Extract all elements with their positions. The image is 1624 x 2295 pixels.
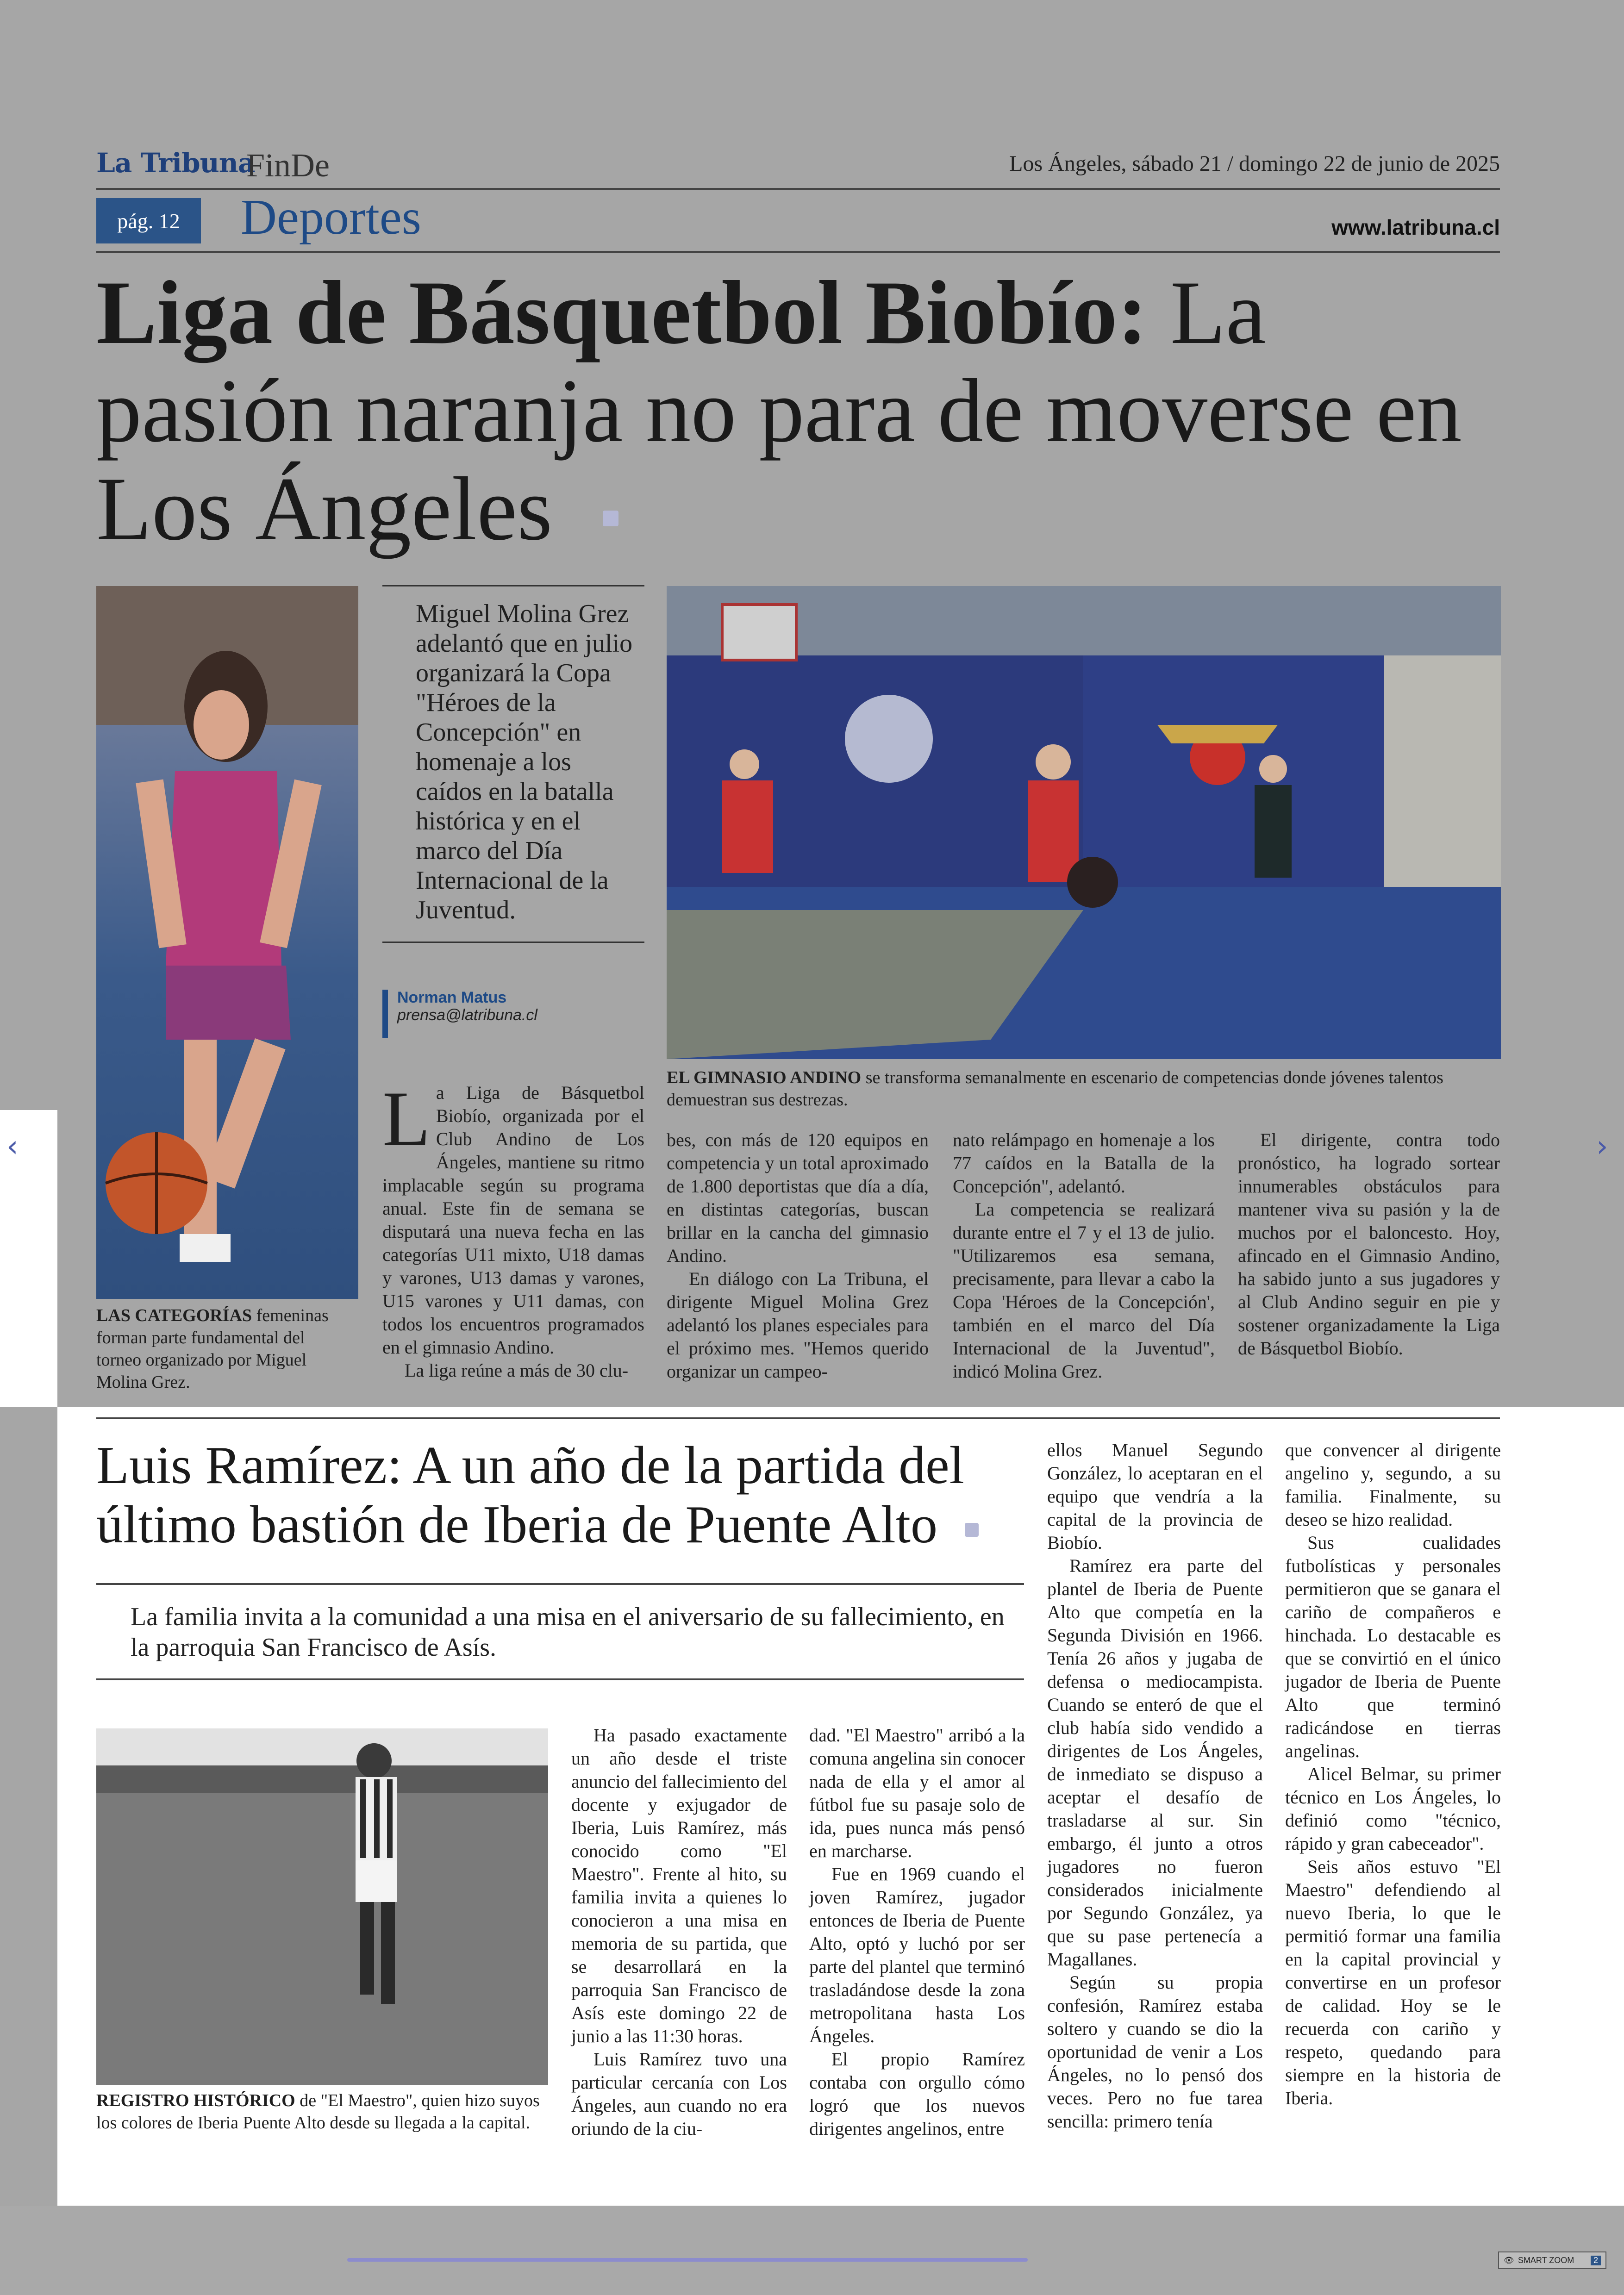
chevron-left-icon[interactable]: ‹ xyxy=(6,1129,19,1164)
caption-girl xyxy=(96,1304,346,1393)
article2-col3-p3: Según su propia confesión, Ramírez estaba soltero y cuando se dio la oportunidad de venir a Los Ángeles, no lo pensó dos veces. Pero no fue tarea sencilla: primero tenía xyxy=(1047,1972,1263,2132)
note-icon[interactable] xyxy=(603,511,618,526)
caption-court-text: se transforma semanalmente en escenario de competencias donde jóvenes talentos demuestran sus destrezas. xyxy=(667,1068,1443,1110)
page-number-badge: pág. 12 xyxy=(96,198,201,243)
pull-quote-bottom-rule xyxy=(382,942,644,943)
smart-zoom-badge: 2 xyxy=(1591,2256,1601,2265)
smart-zoom-button[interactable] xyxy=(1498,2251,1606,2269)
article2-column-3 xyxy=(1047,1439,1263,2133)
viewer-bottom-bar xyxy=(0,2206,1624,2295)
subhead-bottom-rule xyxy=(96,1678,1024,1680)
byline-author: Norman Matus xyxy=(397,989,507,1006)
article1-col2-p2: En diálogo con La Tribuna, el dirigente Miguel Molina Grez adelantó los planes especiales para el próximo mes. "Hemos querido organizar un campeo- xyxy=(667,1268,929,1382)
article1-col2-p1: bes, con más de 120 equipos en competencia y un total aproximado de 1.800 deportistas que día a día, en distintas categorías, buscan brillar en la cancha del gimnasio Andino. xyxy=(667,1129,929,1266)
caption-court xyxy=(667,1066,1501,1111)
article-separator-rule xyxy=(96,1417,1500,1419)
caption-historic-text: de "El Maestro", quien hizo suyos los colores de Iberia Puente Alto desde su llegada a la capital. xyxy=(96,2091,540,2133)
byline-accent xyxy=(382,990,388,1038)
article2-col1-p1: Ha pasado exactamente un año desde el triste anuncio del fallecimiento del docente y exjugador de Iberia, Luis Ramírez, más conocido como "El Maestro". Frente al hito, su familia invita a quienes lo conocieron a una misa en memoria de su partida, que se desarrollará en la parroquia San Francisco de Asís este domingo 22 de junio a las 11:30 horas. xyxy=(571,1725,787,2046)
article2-subhead: La familia invita a la comunidad a una misa en el aniversario de su fallecimiento, en la parroquia San Francisco de Asís. xyxy=(131,1603,1005,1662)
section-rule xyxy=(96,251,1500,253)
article2-col1-p2: Luis Ramírez tuvo una particular cercanía con Los Ángeles, aun cuando no era oriundo de la ciu- xyxy=(571,2049,787,2139)
smart-zoom-label: SMART ZOOM xyxy=(1518,2255,1574,2265)
edition-date: Los Ángeles, sábado 21 / domingo 22 de junio de 2025 xyxy=(1009,151,1500,176)
article2-col4-p2: Sus cualidades futbolísticas y personales permitieron que se ganara el cariño de compañeros e hinchada. Lo destacable es que se convirtió en el único jugador de Iberia de Puente Alto que terminó radicándose en tierras angelinas. xyxy=(1285,1532,1501,1761)
article2-col2-p3: El propio Ramírez contaba con orgullo cómo logró que los nuevos dirigentes angelinos, entre xyxy=(809,2049,1025,2139)
article2-headline xyxy=(96,1436,1031,1554)
article2-column-4 xyxy=(1285,1439,1501,2110)
section-title: Deportes xyxy=(241,190,421,245)
brand-logo: La Tribuna xyxy=(96,147,255,179)
caption-girl-bold: LAS CATEGORÍAS xyxy=(96,1306,252,1325)
note-icon[interactable] xyxy=(965,1523,979,1537)
article2-col3-p1: ellos Manuel Segundo González, lo aceptaran en el equipo que vendría a la capital de la provincia de Biobío. xyxy=(1047,1440,1263,1553)
article1-col1-p1: a Liga de Básquetbol Biobío, organizada por el Club Andino de Los Ángeles, mantiene su ritmo implacable según su programa anual. Este fin de semana se disputará una nueva fecha en las categorías U11 mixto, U18 damas y varones, U13 damas y varones, U15 varones y U11 damas, con todos los encuentros programados en el gimnasio Andino. xyxy=(382,1082,644,1358)
article2-col4-p1: que convencer al dirigente angelino y, segundo, a su familia. Finalmente, su deseo se hizo realidad. xyxy=(1285,1440,1501,1530)
main-headline xyxy=(96,264,1513,558)
article2-col3-p2: Ramírez era parte del plantel de Iberia de Puente Alto que competía en la Segunda División en 1966. Tenía 26 años y jugaba de defensa o mediocampista. Cuando se enteró de que el club había sido vendido a dirigentes de Los Ángeles, de inmediato se dispuso a aceptar el desafío de trasladarse al sur. Sin embargo, él junto a otros jugadores no fueron considerados inicialmente por Segundo González, ya que su pase pertenecía a Magallanes. xyxy=(1047,1555,1263,1970)
article1-col3-p1: nato relámpago en homenaje a los 77 caídos en la Batalla de la Concepción", adelantó. xyxy=(953,1129,1215,1197)
headline-bold: Liga de Básquetbol Biobío: xyxy=(96,262,1148,363)
article1-column-4 xyxy=(1238,1129,1500,1360)
article1-col1-p2: La liga reúne a más de 30 clu- xyxy=(405,1360,629,1381)
photo-historic-player xyxy=(96,1728,548,2085)
caption-historic xyxy=(96,2089,548,2134)
website-link: www.latribuna.cl xyxy=(1331,215,1500,239)
headline-rest: La pasión naranja no para de moverse en Los Ángeles xyxy=(96,262,1462,559)
article2-col2-p2: Fue en 1969 cuando el joven Ramírez, jugador entonces de Iberia de Puente Alto, optó y luchó por ser parte del plantel que terminó trasladándose desde la zona metropolitana hasta Los Ángeles. xyxy=(809,1864,1025,2046)
caption-historic-bold: REGISTRO HISTÓRICO xyxy=(96,2091,295,2110)
photo-girl-basketball xyxy=(96,586,358,1299)
caption-girl-text: femeninas forman parte fundamental del torneo organizado por Miguel Molina Grez. xyxy=(96,1306,329,1392)
drop-cap: L xyxy=(382,1075,431,1162)
article2-headline-text: Luis Ramírez: A un año de la partida del último bastión de Iberia de Puente Alto xyxy=(96,1436,964,1554)
article1-column-1 xyxy=(382,1075,644,1382)
article1-col4-p1: El dirigente, contra todo pronóstico, ha logrado sortear innumerables obstáculos para mantener viva su pasión y la de muchos por el baloncesto. Hoy, afincado en el Gimnasio Andino, ha sabido junto a sus jugadores y al Club Andino seguir en pie y sostener organizadamente la Liga de Básquetbol Biobío. xyxy=(1238,1129,1500,1359)
byline-email: prensa@latribuna.cl xyxy=(397,1006,537,1024)
article2-column-2 xyxy=(809,1724,1025,2140)
article1-column-2 xyxy=(667,1129,929,1383)
chevron-right-icon[interactable]: › xyxy=(1596,1129,1608,1164)
pull-quote-top-rule xyxy=(382,585,644,586)
caption-court-bold: EL GIMNASIO ANDINO xyxy=(667,1068,862,1087)
photo-court-game xyxy=(667,586,1501,1059)
article1-column-3 xyxy=(953,1129,1215,1383)
page-scrollbar[interactable] xyxy=(347,2258,1028,2262)
article1-col3-p2: La competencia se realizará durante entre el 7 y el 13 de julio. "Utilizaremos esa semana, precisamente, para llevar a cabo la Copa 'Héroes de la Concepción', también en el marco del Día Internacional de la Juventud", indicó Molina Grez. xyxy=(953,1199,1215,1382)
subhead-top-rule xyxy=(96,1583,1024,1585)
article2-col2-p1: dad. "El Maestro" arribó a la comuna angelina sin conocer nada de ella y el amor al fútbol fue su pasaje solo de ida, pues nunca más pensó en marcharse. xyxy=(809,1725,1025,1861)
article2-col4-p4: Seis años estuvo "El Maestro" defendiendo al nuevo Iberia, lo que le permitió formar una familia en la capital provincial y convertirse en un profesor de calidad. Hoy se le recuerda con cariño y respeto, quedando para siempre en la historia de Iberia. xyxy=(1285,1856,1501,2108)
brand-subtitle: FinDe xyxy=(246,147,330,184)
pull-quote: Miguel Molina Grez adelantó que en julio organizará la Copa "Héroes de la Concepción" en homenaje a los caídos en la batalla histórica y en el marco del Día Internacional de la Juventud. xyxy=(416,599,633,924)
article2-column-1 xyxy=(571,1724,787,2140)
article2-col4-p3: Alicel Belmar, su primer técnico en Los Ángeles, lo definió como "técnico, rápido y gran cabeceador". xyxy=(1285,1764,1501,1854)
eye-icon: 👁 xyxy=(1504,2255,1514,2265)
